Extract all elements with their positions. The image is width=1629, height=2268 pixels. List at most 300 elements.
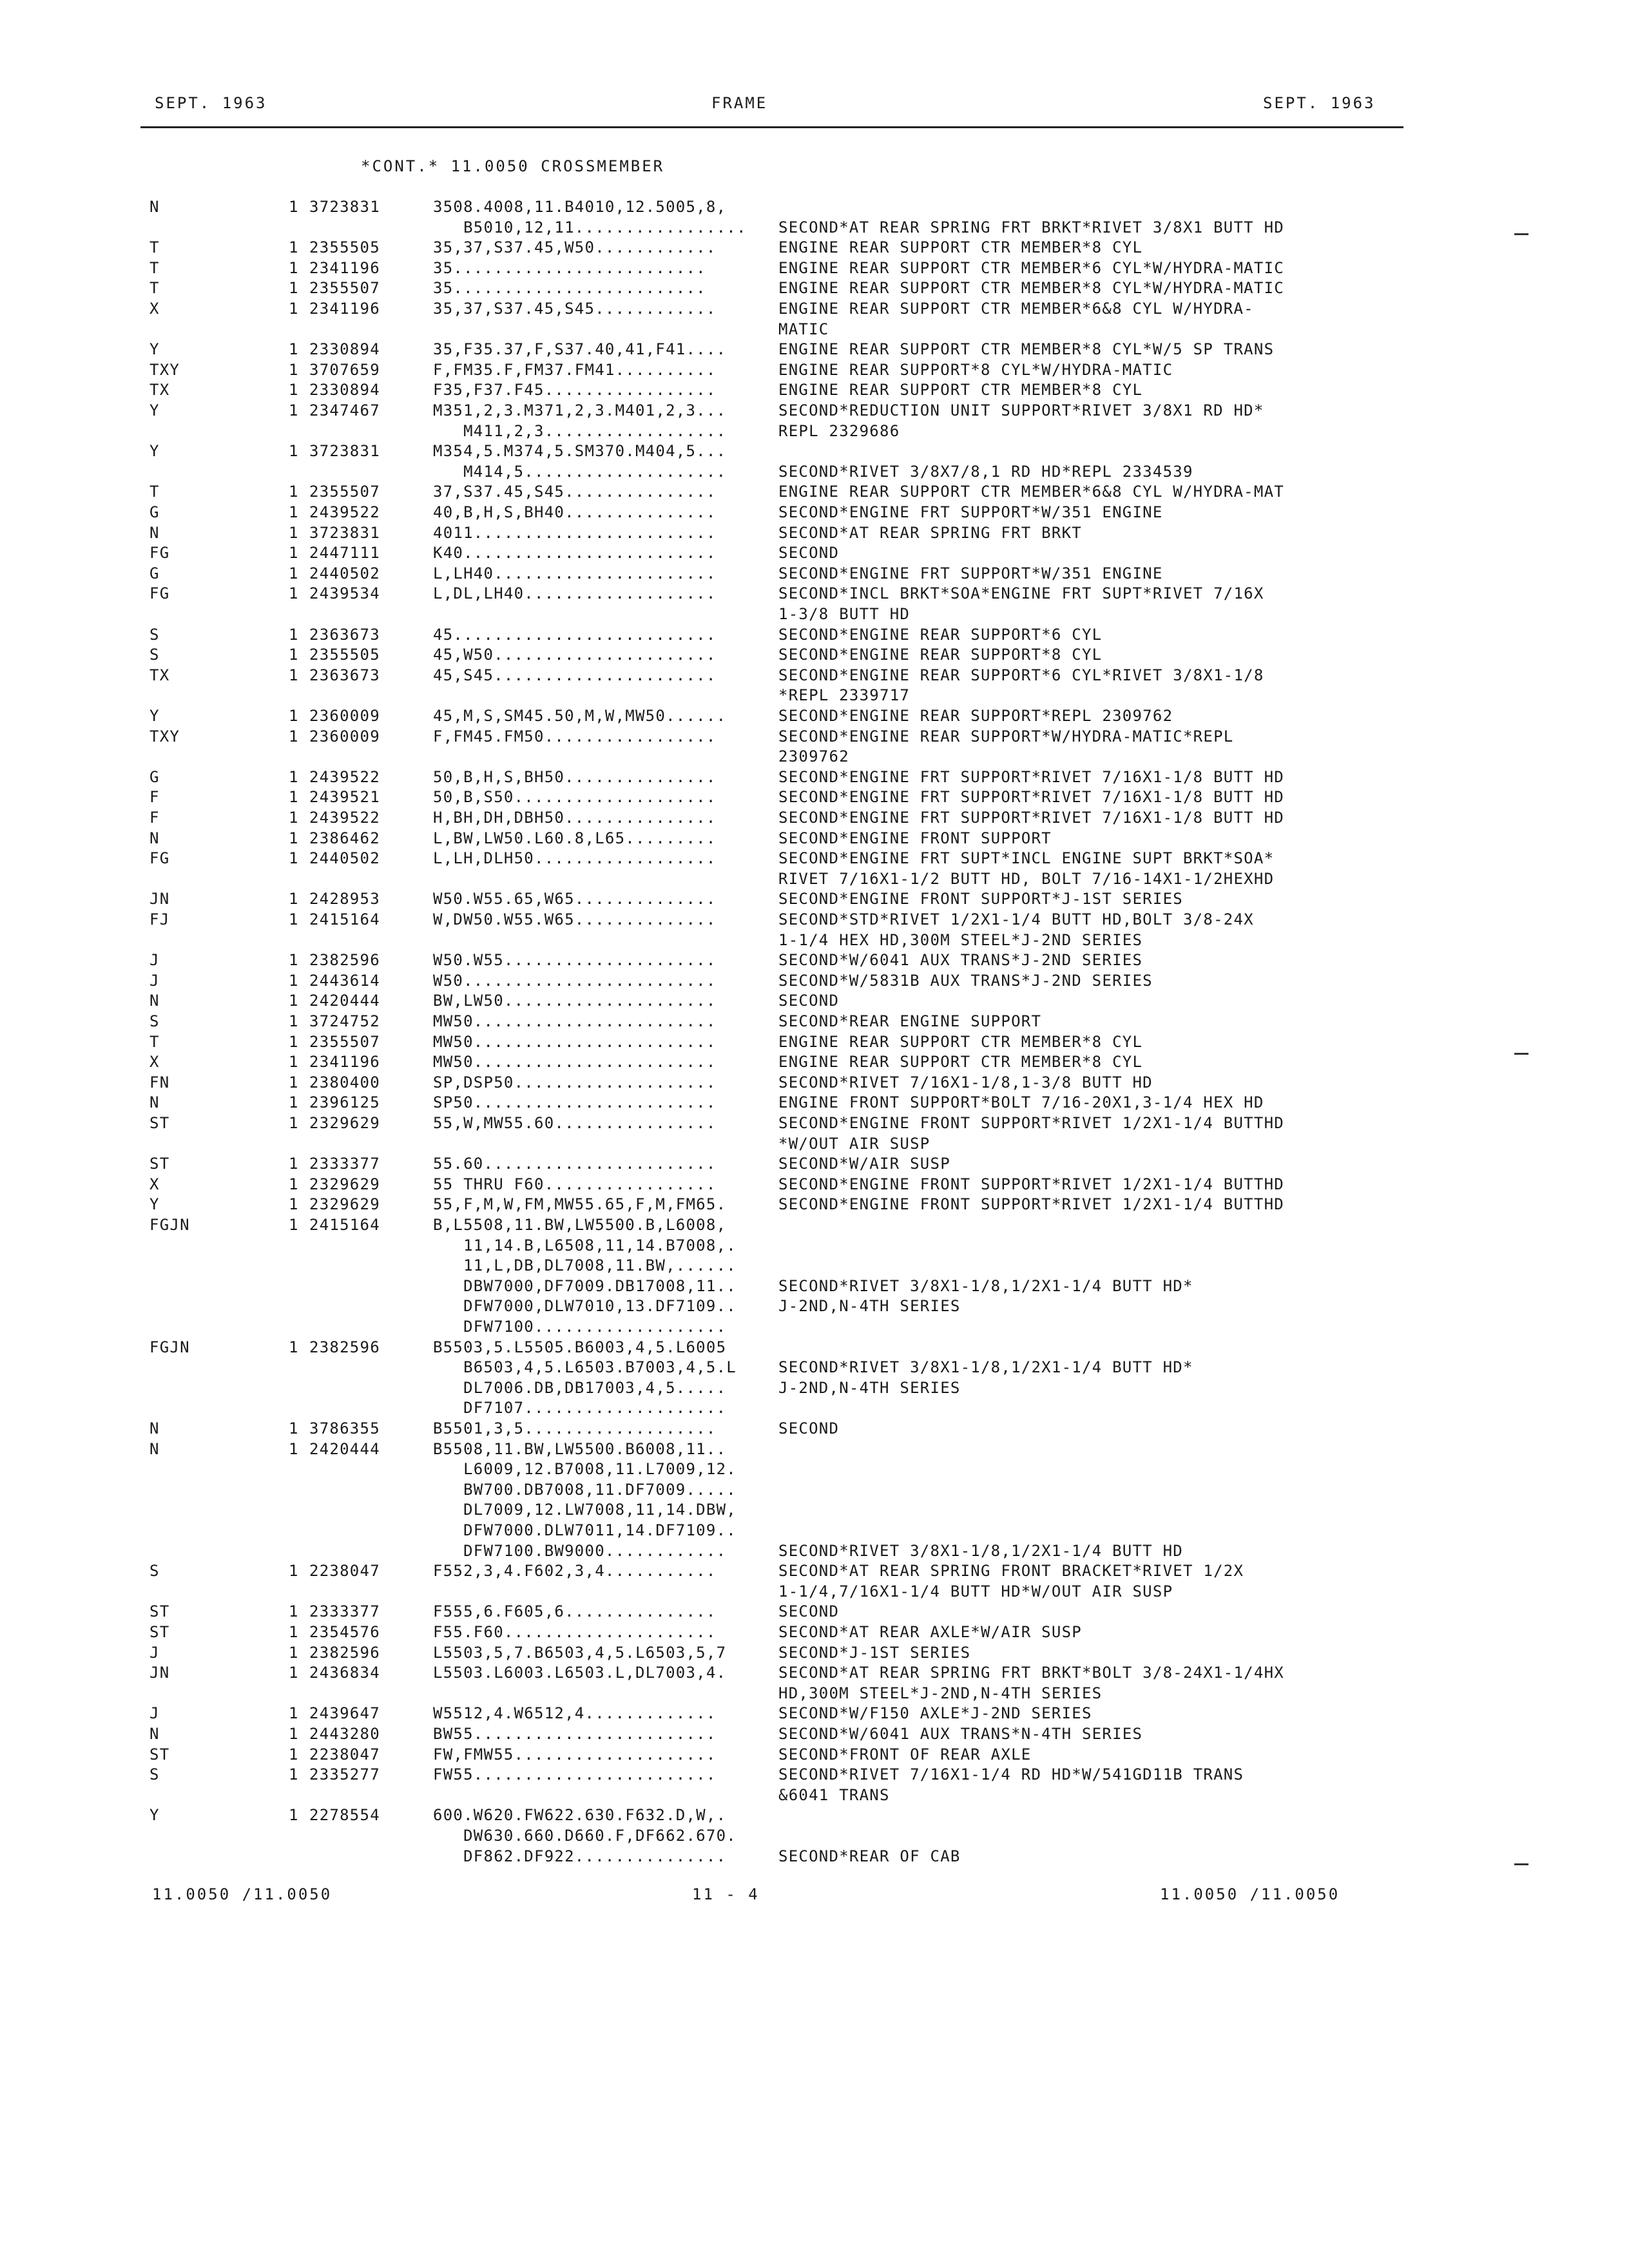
part-description: SECOND*W/6041 AUX TRANS*N-4TH SERIES [778,1725,1143,1743]
part-number: 2439522 [309,503,380,521]
part-description: SECOND*REAR OF CAB [778,1847,961,1865]
applicability-code: N [149,1439,160,1458]
part-description: SECOND*W/AIR SUSP [778,1155,950,1173]
model-applicability: 45,S45...................... [433,666,717,684]
quantity: 1 [289,951,299,970]
quantity: 1 [289,829,299,847]
part-number: 2382596 [309,951,380,970]
model-applicability: L,LH40...................... [433,564,717,582]
applicability-code: FG [149,584,170,603]
quantity: 1 [289,1745,299,1763]
part-description: SECOND*RIVET 7/16X1-1/4 RD HD*W/541GD11B TRANS [778,1765,1244,1784]
quantity: 1 [289,1602,299,1621]
quantity: 1 [289,1175,299,1193]
quantity: 1 [289,849,299,868]
applicability-code: S [149,625,160,644]
part-description: SECOND*REDUCTION UNIT SUPPORT*RIVET 3/8X1 RD HD* [778,401,1264,419]
model-applicability: SP,DSP50.................... [433,1073,717,1091]
model-applicability: 40,B,H,S,BH40............... [433,503,717,521]
model-applicability: 11,L,DB,DL7008,11.BW,...... [433,1256,737,1275]
applicability-code: J [149,1704,160,1723]
part-description: SECOND*W/5831B AUX TRANS*J-2ND SERIES [778,971,1153,990]
quantity: 1 [289,544,299,562]
part-description: SECOND*ENGINE FRT SUPPORT*RIVET 7/16X1-1/8 BUTT HD [778,788,1284,807]
part-description: 1-1/4 HEX HD,300M STEEL*J-2ND SERIES [778,930,1143,949]
applicability-code: G [149,503,160,521]
part-description: SECOND*ENGINE FRT SUPPORT*W/351 ENGINE [778,503,1163,521]
part-number: 2355507 [309,279,380,298]
quantity: 1 [289,666,299,684]
part-number: 2396125 [309,1093,380,1112]
applicability-code: JN [149,1664,170,1682]
part-number: 2415164 [309,1216,380,1234]
part-number: 2329629 [309,1195,380,1214]
part-description: SECOND*ENGINE FRT SUPPORT*W/351 ENGINE [778,564,1163,582]
part-number: 2440502 [309,849,380,868]
quantity: 1 [289,767,299,786]
model-applicability: 50,B,H,S,BH50............... [433,767,717,786]
quantity: 1 [289,707,299,725]
model-applicability: BW55........................ [433,1725,717,1743]
applicability-code: Y [149,1195,160,1214]
header-right: SEPT. 1963 [1263,94,1376,112]
part-description: REPL 2329686 [778,421,900,440]
part-number: 2355507 [309,1032,380,1051]
applicability-code: G [149,564,160,582]
part-description: ENGINE REAR SUPPORT CTR MEMBER*8 CYL*W/HYDRA-MATIC [778,279,1284,298]
quantity: 1 [289,381,299,399]
model-applicability: DFW7100.BW9000............ [433,1541,727,1560]
part-description: SECOND*RIVET 3/8X1-1/8,1/2X1-1/4 BUTT HD* [778,1358,1193,1377]
quantity: 1 [289,727,299,745]
quantity: 1 [289,809,299,827]
part-number: 2443280 [309,1725,380,1743]
quantity: 1 [289,890,299,908]
part-description: SECOND*AT REAR SPRING FRT BRKT*BOLT 3/8-24X1-1/4HX [778,1664,1284,1682]
model-applicability: DFW7000,DLW7010,13.DF7109.. [433,1297,737,1316]
model-applicability: 45,M,S,SM45.50,M,W,MW50...... [433,707,727,725]
applicability-code: F [149,788,160,807]
part-number: 2360009 [309,727,380,745]
part-number: 3723831 [309,442,380,461]
quantity: 1 [289,1765,299,1784]
model-applicability: SP50........................ [433,1093,717,1112]
model-applicability: F35,F37.F45................. [433,381,717,399]
part-description: SECOND*ENGINE FRT SUPPORT*RIVET 7/16X1-1/8 BUTT HD [778,809,1284,827]
part-number: 2355505 [309,646,380,664]
part-description: ENGINE REAR SUPPORT CTR MEMBER*8 CYL*W/5 SP TRANS [778,340,1275,359]
model-applicability: FW55........................ [433,1765,717,1784]
model-applicability: MW50........................ [433,1012,717,1030]
part-number: 2354576 [309,1623,380,1641]
model-applicability: DF7107.................... [433,1399,727,1418]
applicability-code: Y [149,707,160,725]
footer-center: 11 - 4 [692,1885,760,1903]
applicability-code: T [149,483,160,501]
quantity: 1 [289,584,299,603]
quantity: 1 [289,1419,299,1437]
model-applicability: B6503,4,5.L6503.B7003,4,5.L [433,1358,737,1377]
applicability-code: FJ [149,910,170,928]
part-description: SECOND*ENGINE REAR SUPPORT*6 CYL [778,625,1103,644]
model-applicability: F,FM45.FM50................. [433,727,717,745]
applicability-code: Y [149,340,160,359]
part-number: 2330894 [309,381,380,399]
model-applicability: DFW7000.DLW7011,14.DF7109.. [433,1521,737,1539]
part-description: SECOND*RIVET 3/8X7/8,1 RD HD*REPL 2334539 [778,462,1193,481]
model-applicability: K40......................... [433,544,717,562]
part-description: SECOND*RIVET 3/8X1-1/8,1/2X1-1/4 BUTT HD [778,1541,1183,1560]
part-description: ENGINE REAR SUPPORT*8 CYL*W/HYDRA-MATIC [778,360,1173,379]
model-applicability: W50.W55.65,W65.............. [433,890,717,908]
part-description: ENGINE REAR SUPPORT CTR MEMBER*6&8 CYL W/HYDRA- [778,300,1254,318]
model-applicability: L6009,12.B7008,11.L7009,12. [433,1460,737,1479]
model-applicability: 50,B,S50.................... [433,788,717,807]
quantity: 1 [289,1704,299,1723]
quantity: 1 [289,360,299,379]
model-applicability: H,BH,DH,DBH50............... [433,809,717,827]
part-description: SECOND*REAR ENGINE SUPPORT [778,1012,1042,1030]
quantity: 1 [289,198,299,216]
part-description: SECOND [778,1602,840,1621]
part-number: 2341196 [309,258,380,277]
model-applicability: DF862.DF922............... [433,1847,727,1865]
part-description: J-2ND,N-4TH SERIES [778,1378,961,1397]
part-number: 2439647 [309,1704,380,1723]
margin-mark [1514,1053,1528,1055]
applicability-code: N [149,1419,160,1437]
model-applicability: B5508,11.BW,LW5500.B6008,11.. [433,1439,727,1458]
quantity: 1 [289,523,299,542]
part-number: 3724752 [309,1012,380,1030]
model-applicability: MW50........................ [433,1053,717,1072]
part-number: 2355505 [309,238,380,257]
margin-mark [1514,233,1528,235]
model-applicability: 3508.4008,11.B4010,12.5005,8, [433,198,727,216]
part-description: *W/OUT AIR SUSP [778,1134,930,1153]
applicability-code: FG [149,849,170,868]
part-description: SECOND*ENGINE REAR SUPPORT*8 CYL [778,646,1103,664]
model-applicability: L5503.L6003.L6503.L,DL7003,4. [433,1664,727,1682]
model-applicability: B5010,12,11................. [433,218,747,236]
part-number: 2440502 [309,564,380,582]
footer-left: 11.0050 /11.0050 [152,1885,333,1903]
model-applicability: L,BW,LW50.L60.8,L65......... [433,829,717,847]
quantity: 1 [289,1155,299,1173]
model-applicability: 35......................... [433,258,706,277]
part-description: SECOND*INCL BRKT*SOA*ENGINE FRT SUPT*RIVET 7/16X [778,584,1264,603]
part-number: 2382596 [309,1643,380,1662]
part-description: SECOND*STD*RIVET 1/2X1-1/4 BUTT HD,BOLT 3/8-24X [778,910,1254,928]
part-description: 1-3/8 BUTT HD [778,605,911,623]
model-applicability: 11,14.B,L6508,11,14.B7008,. [433,1236,737,1254]
quantity: 1 [289,1195,299,1214]
applicability-code: ST [149,1155,170,1173]
quantity: 1 [289,646,299,664]
applicability-code: ST [149,1114,170,1132]
applicability-code: X [149,300,160,318]
part-number: 2341196 [309,300,380,318]
part-number: 2333377 [309,1155,380,1173]
model-applicability: M354,5.M374,5.SM370.M404,5... [433,442,727,461]
part-description: SECOND*ENGINE REAR SUPPORT*REPL 2309762 [778,707,1173,725]
part-number: 2436834 [309,1664,380,1682]
applicability-code: F [149,809,160,827]
part-description: SECOND*ENGINE FRONT SUPPORT*RIVET 1/2X1-1/4 BUTTHD [778,1175,1284,1193]
quantity: 1 [289,625,299,644]
model-applicability: BW700.DB7008,11.DF7009..... [433,1480,737,1499]
footer-right: 11.0050 /11.0050 [1160,1885,1340,1903]
part-description: SECOND*ENGINE FRONT SUPPORT*RIVET 1/2X1-1/4 BUTTHD [778,1114,1284,1132]
part-description: J-2ND,N-4TH SERIES [778,1297,961,1316]
model-applicability: 45.......................... [433,625,717,644]
applicability-code: TX [149,381,170,399]
quantity: 1 [289,788,299,807]
margin-mark [1514,1863,1528,1865]
part-description: SECOND*RIVET 3/8X1-1/8,1/2X1-1/4 BUTT HD* [778,1276,1193,1295]
part-description: SECOND*AT REAR AXLE*W/AIR SUSP [778,1623,1082,1641]
applicability-code: T [149,279,160,298]
model-applicability: L5503,5,7.B6503,4,5.L6503,5,7 [433,1643,727,1662]
applicability-code: TXY [149,727,180,745]
quantity: 1 [289,503,299,521]
model-applicability: MW50........................ [433,1032,717,1051]
applicability-code: S [149,1765,160,1784]
part-description: SECOND*AT REAR SPRING FRT BRKT*RIVET 3/8X1 BUTT HD [778,218,1284,236]
part-description: SECOND*AT REAR SPRING FRT BRKT [778,523,1082,542]
part-number: 2439521 [309,788,380,807]
part-description: SECOND*FRONT OF REAR AXLE [778,1745,1032,1763]
applicability-code: Y [149,1806,160,1825]
part-description: SECOND*W/F150 AXLE*J-2ND SERIES [778,1704,1092,1723]
section-title: *CONT.* 11.0050 CROSSMEMBER [361,157,665,175]
model-applicability: F55.F60..................... [433,1623,717,1641]
part-description: SECOND*W/6041 AUX TRANS*J-2ND SERIES [778,951,1143,970]
part-number: 3786355 [309,1419,380,1437]
part-description: &6041 TRANS [778,1785,890,1804]
quantity: 1 [289,1439,299,1458]
applicability-code: G [149,767,160,786]
model-applicability: 35,37,S37.45,S45............ [433,300,717,318]
model-applicability: M351,2,3.M371,2,3.M401,2,3... [433,401,727,419]
part-description: SECOND*AT REAR SPRING FRONT BRACKET*RIVET 1/2X [778,1562,1244,1581]
part-description: ENGINE REAR SUPPORT CTR MEMBER*8 CYL [778,238,1143,257]
applicability-code: Y [149,401,160,419]
model-applicability: DBW7000,DF7009.DB17008,11.. [433,1276,737,1295]
part-description: MATIC [778,320,829,338]
model-applicability: FW,FMW55.................... [433,1745,717,1763]
model-applicability: DW630.660.D660.F,DF662.670. [433,1827,737,1845]
model-applicability: DL7009,12.LW7008,11,14.DBW, [433,1501,737,1519]
part-number: 2386462 [309,829,380,847]
quantity: 1 [289,971,299,990]
applicability-code: TX [149,666,170,684]
quantity: 1 [289,279,299,298]
applicability-code: FG [149,544,170,562]
part-description: SECOND [778,992,840,1010]
part-number: 2329629 [309,1114,380,1132]
applicability-code: T [149,258,160,277]
applicability-code: N [149,992,160,1010]
part-number: 2278554 [309,1806,380,1825]
model-applicability: 55 THRU F60................. [433,1175,717,1193]
applicability-code: FGJN [149,1216,190,1234]
part-description: 1-1/4,7/16X1-1/4 BUTT HD*W/OUT AIR SUSP [778,1582,1173,1600]
model-applicability: W50.W55..................... [433,951,717,970]
part-number: 2420444 [309,1439,380,1458]
part-number: 2428953 [309,890,380,908]
part-description: SECOND*ENGINE FRONT SUPPORT*J-1ST SERIES [778,890,1183,908]
quantity: 1 [289,1012,299,1030]
header-left: SEPT. 1963 [155,94,267,112]
applicability-code: S [149,1012,160,1030]
part-number: 2443614 [309,971,380,990]
part-number: 2439522 [309,767,380,786]
quantity: 1 [289,238,299,257]
quantity: 1 [289,1562,299,1581]
part-number: 2439534 [309,584,380,603]
quantity: 1 [289,401,299,419]
quantity: 1 [289,1338,299,1356]
quantity: 1 [289,992,299,1010]
part-description: SECOND*ENGINE FRT SUPPORT*RIVET 7/16X1-1/8 BUTT HD [778,767,1284,786]
part-description: ENGINE REAR SUPPORT CTR MEMBER*6 CYL*W/HYDRA-MATIC [778,258,1284,277]
part-number: 2341196 [309,1053,380,1072]
model-applicability: BW,LW50..................... [433,992,717,1010]
part-number: 2329629 [309,1175,380,1193]
header-center: FRAME [711,94,768,112]
applicability-code: S [149,1562,160,1581]
part-number: 2439522 [309,809,380,827]
model-applicability: DFW7100................... [433,1318,727,1336]
quantity: 1 [289,910,299,928]
part-description: SECOND*RIVET 7/16X1-1/8,1-3/8 BUTT HD [778,1073,1153,1091]
model-applicability: 55,W,MW55.60................ [433,1114,717,1132]
quantity: 1 [289,1114,299,1132]
model-applicability: L,DL,LH40................... [433,584,717,603]
quantity: 1 [289,442,299,461]
part-description: SECOND*ENGINE FRONT SUPPORT*RIVET 1/2X1-1/4 BUTTHD [778,1195,1284,1214]
part-number: 2415164 [309,910,380,928]
quantity: 1 [289,1806,299,1825]
applicability-code: X [149,1175,160,1193]
part-description: ENGINE REAR SUPPORT CTR MEMBER*8 CYL [778,1032,1143,1051]
applicability-code: N [149,829,160,847]
part-number: 2363673 [309,666,380,684]
model-applicability: B5501,3,5................... [433,1419,717,1437]
model-applicability: 35......................... [433,279,706,298]
part-description: ENGINE REAR SUPPORT CTR MEMBER*8 CYL [778,1053,1143,1072]
applicability-code: J [149,1643,160,1662]
part-description: *REPL 2339717 [778,686,911,705]
applicability-code: JN [149,890,170,908]
quantity: 1 [289,483,299,501]
part-description: ENGINE FRONT SUPPORT*BOLT 7/16-20X1,3-1/4 HEX HD [778,1093,1264,1112]
model-applicability: B5503,5.L5505.B6003,4,5.L6005 [433,1338,727,1356]
part-number: 3723831 [309,523,380,542]
part-description: RIVET 7/16X1-1/2 BUTT HD, BOLT 7/16-14X1-1/2HEXHD [778,869,1275,888]
quantity: 1 [289,258,299,277]
quantity: 1 [289,564,299,582]
model-applicability: DL7006.DB,DB17003,4,5..... [433,1378,727,1397]
model-applicability: 4011........................ [433,523,717,542]
applicability-code: S [149,646,160,664]
header-rule [140,126,1403,128]
applicability-code: T [149,1032,160,1051]
part-description: HD,300M STEEL*J-2ND,N-4TH SERIES [778,1684,1103,1702]
part-description: SECOND*ENGINE FRONT SUPPORT [778,829,1052,847]
applicability-code: Y [149,442,160,461]
applicability-code: ST [149,1745,170,1763]
applicability-code: J [149,971,160,990]
applicability-code: FGJN [149,1338,190,1356]
model-applicability: M414,5.................... [433,462,727,481]
quantity: 1 [289,1073,299,1091]
model-applicability: 35,37,S37.45,W50............ [433,238,717,257]
part-description: 2309762 [778,747,849,766]
quantity: 1 [289,1053,299,1072]
part-description: SECOND [778,544,840,562]
part-number: 2355507 [309,483,380,501]
applicability-code: J [149,951,160,970]
applicability-code: ST [149,1602,170,1621]
model-applicability: W,DW50.W55.W65.............. [433,910,717,928]
model-applicability: W5512,4.W6512,4............. [433,1704,717,1723]
part-description: ENGINE REAR SUPPORT CTR MEMBER*6&8 CYL W/HYDRA-MAT [778,483,1284,501]
part-number: 2330894 [309,340,380,359]
model-applicability: 35,F35.37,F,S37.40,41,F41.... [433,340,727,359]
applicability-code: T [149,238,160,257]
model-applicability: M411,2,3.................. [433,421,727,440]
quantity: 1 [289,1725,299,1743]
model-applicability: 37,S37.45,S45............... [433,483,717,501]
model-applicability: B,L5508,11.BW,LW5500.B,L6008, [433,1216,727,1234]
part-description: SECOND*ENGINE REAR SUPPORT*W/HYDRA-MATIC*REPL [778,727,1234,745]
quantity: 1 [289,340,299,359]
model-applicability: F555,6.F605,6............... [433,1602,717,1621]
quantity: 1 [289,300,299,318]
applicability-code: TXY [149,360,180,379]
part-number: 2238047 [309,1562,380,1581]
part-description: SECOND*ENGINE FRT SUPT*INCL ENGINE SUPT BRKT*SOA* [778,849,1275,868]
model-applicability: L,LH,DLH50.................. [433,849,717,868]
quantity: 1 [289,1643,299,1662]
part-number: 2420444 [309,992,380,1010]
applicability-code: ST [149,1623,170,1641]
model-applicability: 55,F,M,W,FM,MW55.65,F,M,FM65. [433,1195,727,1214]
part-description: ENGINE REAR SUPPORT CTR MEMBER*8 CYL [778,381,1143,399]
model-applicability: 45,W50...................... [433,646,717,664]
part-number: 2335277 [309,1765,380,1784]
applicability-code: N [149,1093,160,1112]
model-applicability: 55.60....................... [433,1155,717,1173]
part-number: 2333377 [309,1602,380,1621]
quantity: 1 [289,1032,299,1051]
part-description: SECOND*J-1ST SERIES [778,1643,971,1662]
quantity: 1 [289,1093,299,1112]
part-number: 2347467 [309,401,380,419]
quantity: 1 [289,1216,299,1234]
model-applicability: W50......................... [433,971,717,990]
applicability-code: N [149,1725,160,1743]
part-description: SECOND [778,1419,840,1437]
applicability-code: N [149,198,160,216]
part-number: 2363673 [309,625,380,644]
part-number: 2360009 [309,707,380,725]
applicability-code: N [149,523,160,542]
applicability-code: X [149,1053,160,1072]
quantity: 1 [289,1623,299,1641]
